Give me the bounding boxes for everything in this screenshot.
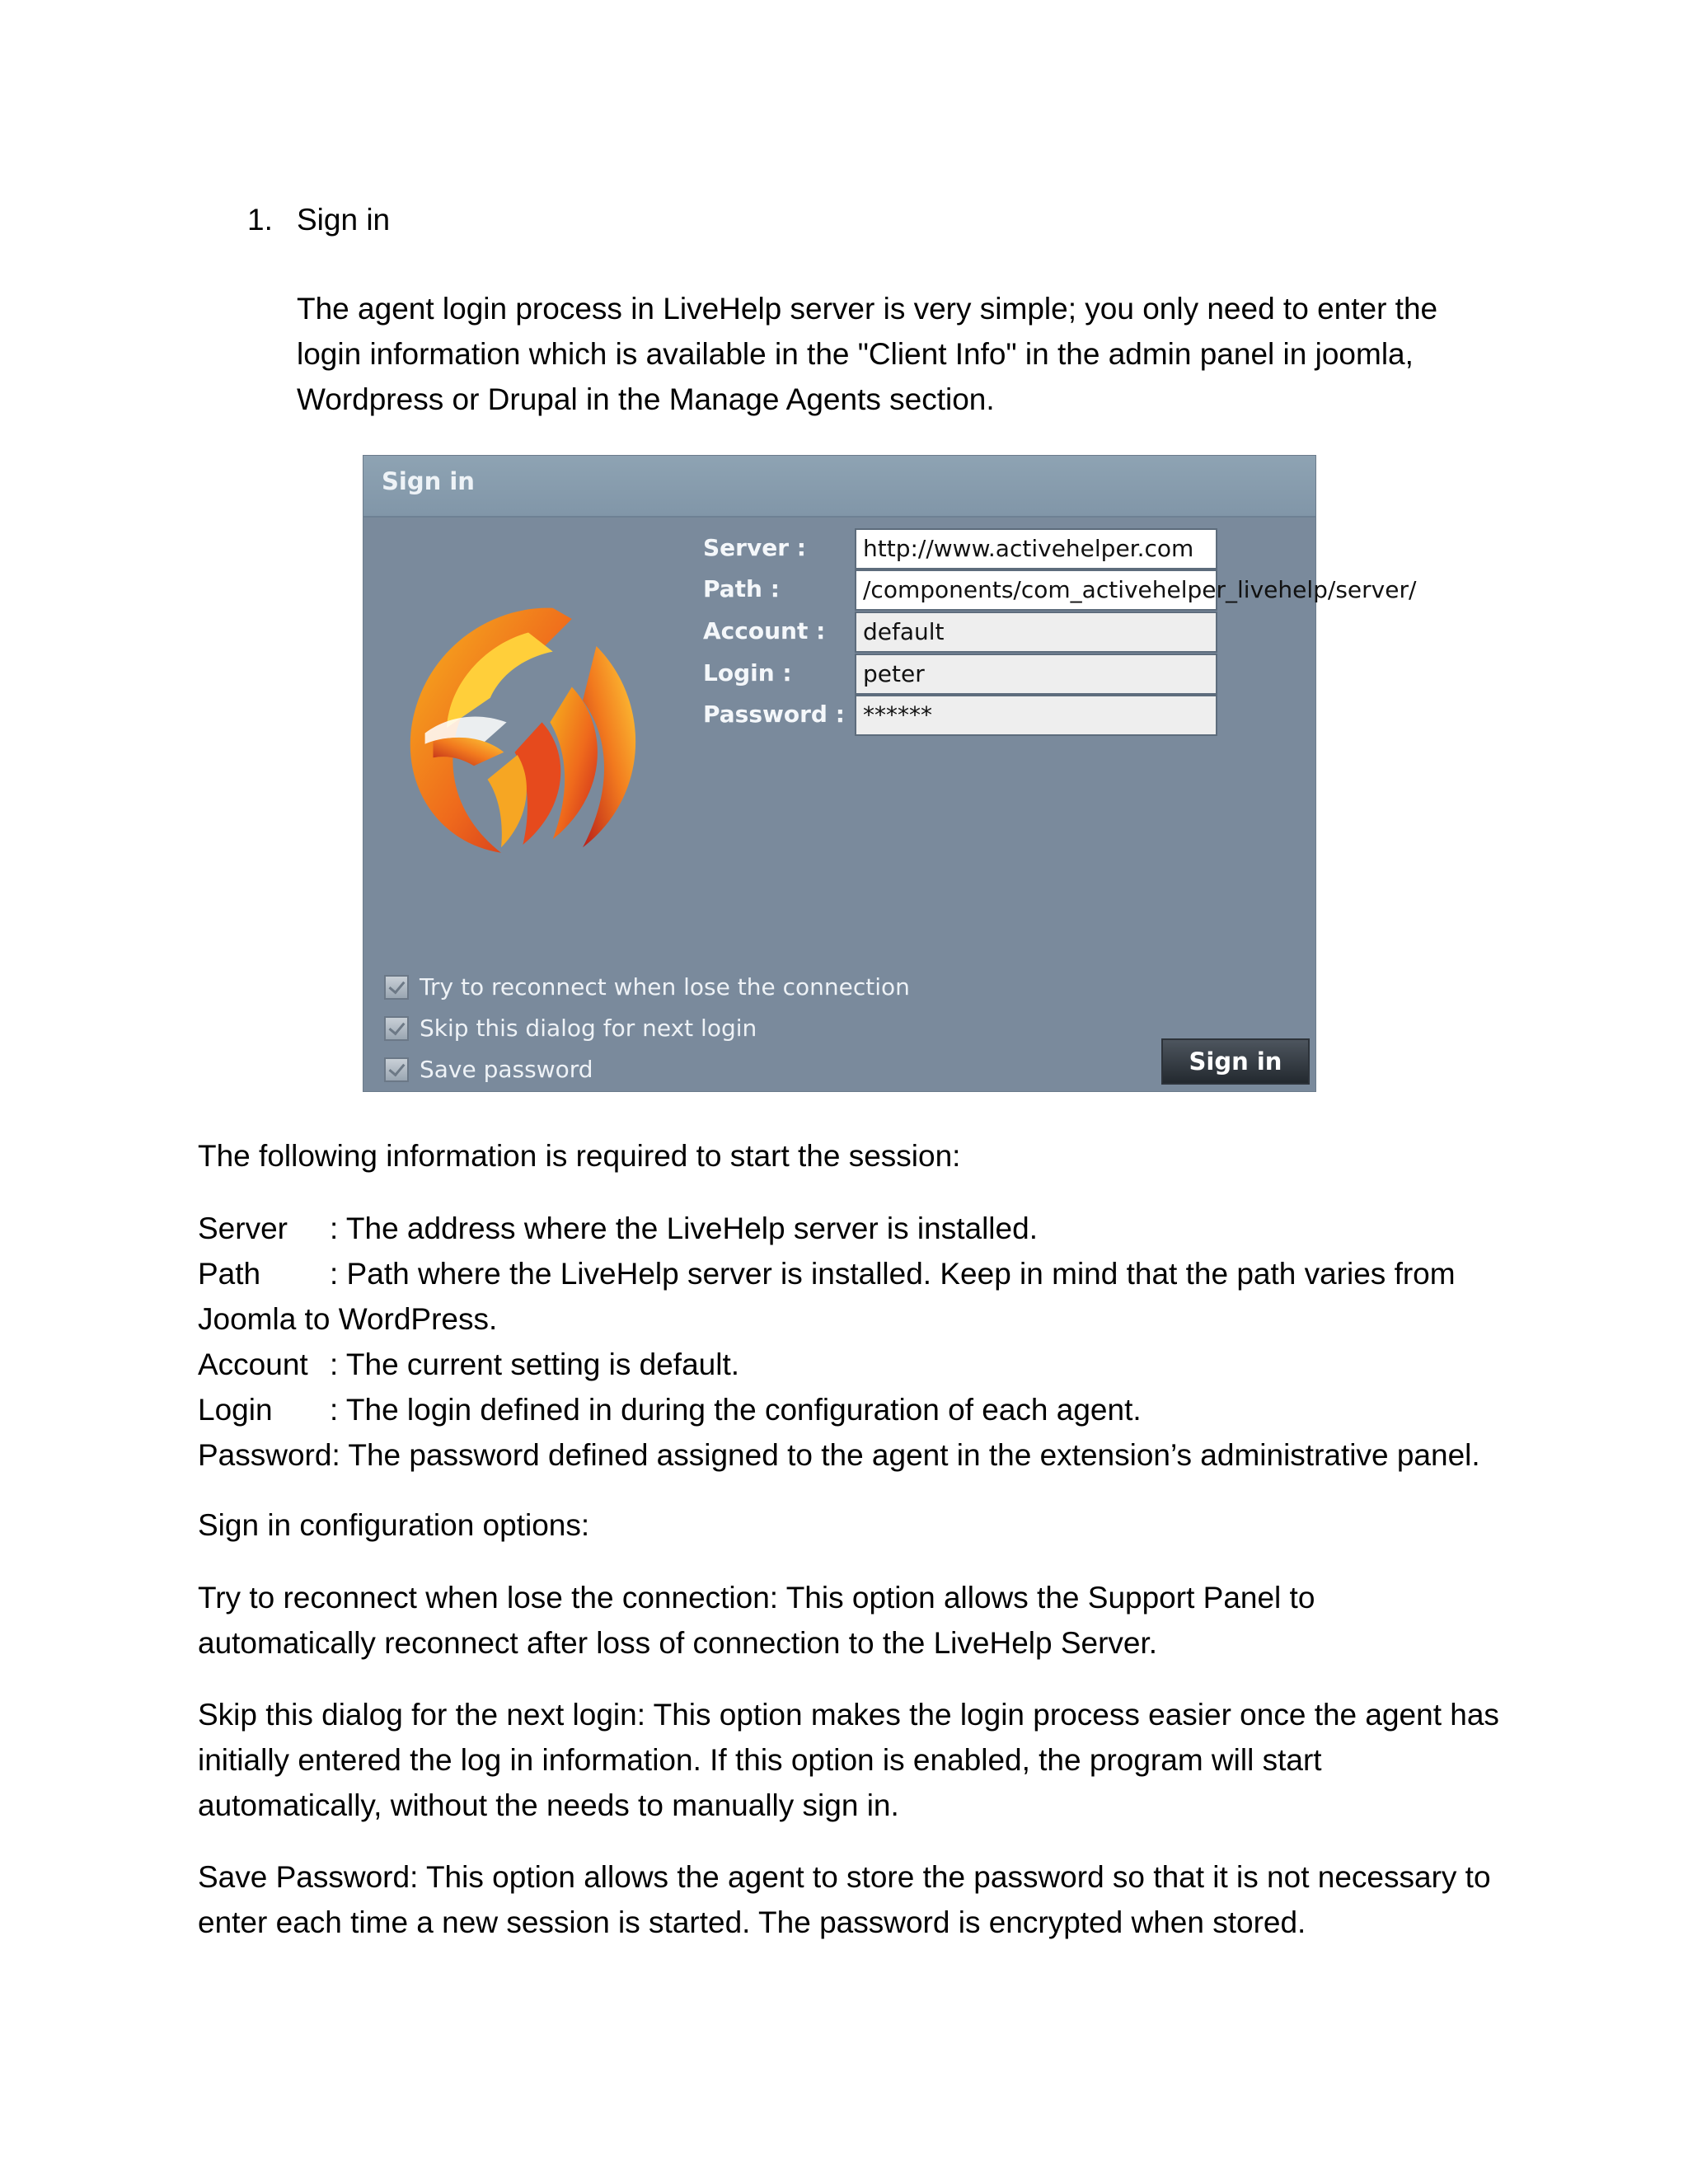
server-label: Server : [703,534,806,561]
signin-dialog [363,455,1417,1092]
sign-in-button[interactable]: Sign in [1161,1038,1310,1085]
skip-dialog-option-label: Skip this dialog for next login [420,1015,757,1042]
account-description-row [198,1342,1480,1387]
path-input[interactable]: /components/com_activehelper_livehelp/server/ [855,569,1217,611]
login-term: Login [198,1393,273,1427]
option-skip-paragraph [198,1692,1517,1828]
phoenix-logo-icon [392,592,664,864]
login-input[interactable]: peter [855,654,1217,695]
path-term: Path [198,1257,261,1291]
reconnect-option-label: Try to reconnect when lose the connection [420,973,910,1001]
paragraph-line: initially entered the log in information. If this option is enabled, the program will start [198,1743,1322,1777]
option-reconnect-paragraph [198,1575,1517,1666]
required-info-intro: The following information is required to start the session: [198,1139,961,1173]
server-input[interactable]: http://www.activehelper.com [855,528,1217,569]
intro-line: The agent login process in LiveHelp server is very simple; you only need to enter the [297,292,1438,326]
list-number: 1. [247,203,273,237]
account-description: : The current setting is default. [330,1347,740,1381]
path-description-row [198,1251,1480,1296]
login-label: Login : [703,659,792,687]
path-description-cont: Joomla to WordPress. [198,1302,498,1336]
section-title: Sign in [297,203,391,237]
server-term: Server [198,1212,288,1245]
paragraph-line: Try to reconnect when lose the connection: This option allows the Support Panel to [198,1581,1315,1615]
path-description: : Path where the LiveHelp server is installed. Keep in mind that the path varies from [330,1257,1456,1291]
paragraph-line: automatically, without the needs to manually sign in. [198,1788,899,1822]
password-label: Password : [703,701,845,728]
save-password-checkbox[interactable] [384,1057,409,1082]
paragraph-line: Save Password: This option allows the agent to store the password so that it is not necessary to [198,1860,1491,1894]
save-password-option-label: Save password [420,1056,593,1083]
skip-dialog-checkbox[interactable] [384,1016,409,1041]
server-description: : The address where the LiveHelp server is installed. [330,1212,1038,1245]
password-input[interactable]: ****** [855,695,1217,736]
password-description-row: Password: The password defined assigned to the agent in the extension’s administrative panel. [198,1438,1480,1472]
path-label: Path : [703,575,780,602]
reconnect-checkbox[interactable] [384,975,409,1000]
intro-line: login information which is available in the "Client Info" in the admin panel in joomla, [297,337,1414,371]
dialog-titlebar [363,456,1315,518]
paragraph-line: enter each time a new session is started. The password is encrypted when stored. [198,1905,1306,1939]
paragraph-line: automatically reconnect after loss of connection to the LiveHelp Server. [198,1626,1158,1660]
account-term: Account [198,1347,308,1381]
paragraph-line: Skip this dialog for the next login: This option makes the login process easier once the agent has [198,1698,1499,1732]
field-descriptions [198,1206,1480,1478]
intro-paragraph [297,286,1533,422]
intro-line: Wordpress or Drupal in the Manage Agents section. [297,382,995,416]
server-description-row [198,1206,1480,1251]
dialog-title: Sign in [382,467,475,495]
login-description: : The login defined in during the configuration of each agent. [330,1393,1142,1427]
login-description-row [198,1387,1480,1432]
account-input[interactable]: default [855,612,1217,653]
options-heading: Sign in configuration options: [198,1508,590,1542]
option-save-paragraph [198,1854,1517,1945]
account-label: Account : [703,617,826,644]
